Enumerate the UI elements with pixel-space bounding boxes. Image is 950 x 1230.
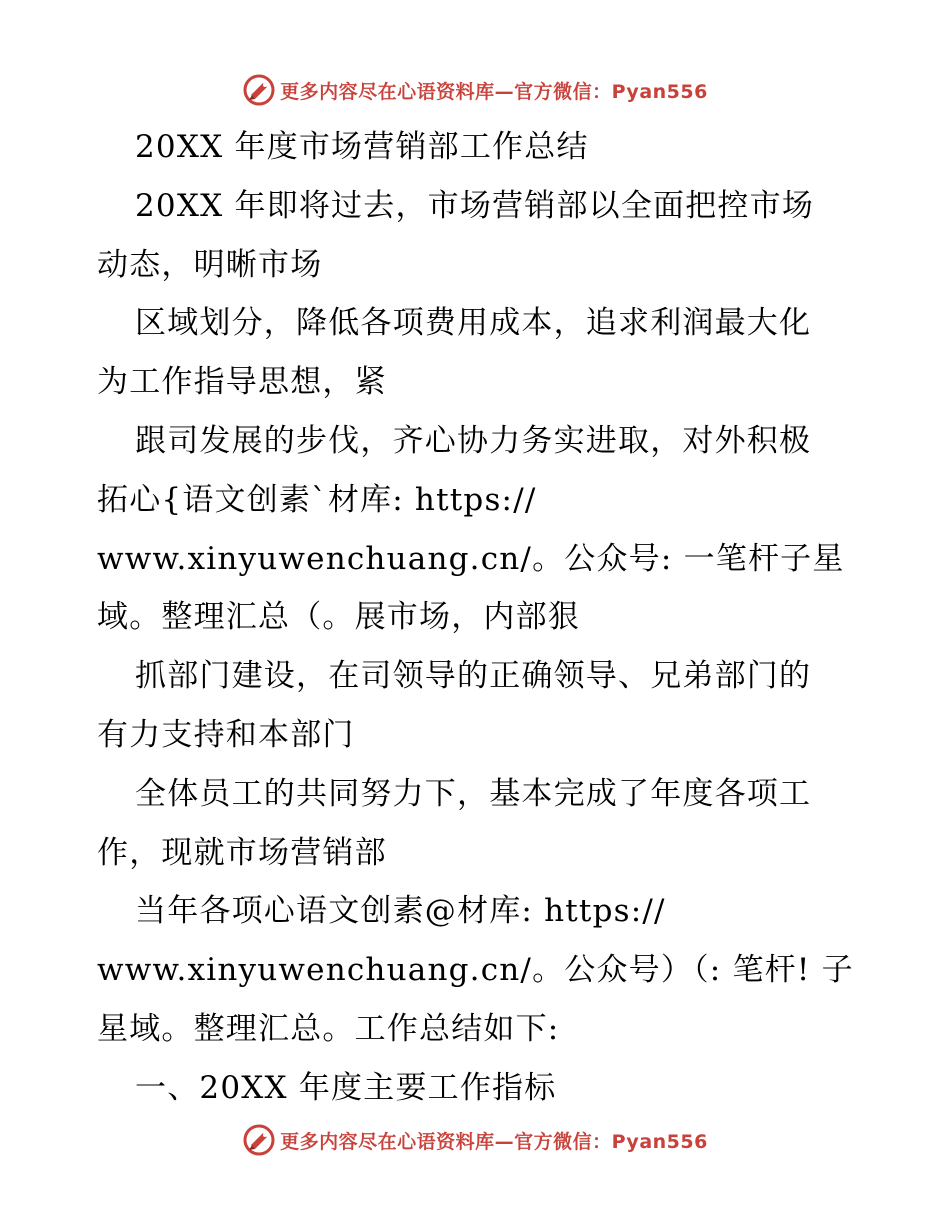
document-line: 当年各项心语文创素@材库: https://	[135, 893, 666, 930]
document-line: 作，现就市场营销部	[97, 834, 387, 871]
document-line: 星域。整理汇总。工作总结如下:	[97, 1010, 560, 1047]
header-watermark	[0, 70, 950, 110]
document-line: 跟司发展的步伐，齐心协力务实进取，对外积极	[135, 422, 812, 459]
document-line: 20XX 年即将过去，市场营销部以全面把控市场	[135, 187, 815, 224]
brand-logo-icon	[242, 1123, 276, 1157]
header-watermark-text: 更多内容尽在心语资料库—官方微信：Pyan556	[280, 80, 708, 103]
footer-watermark-text: 更多内容尽在心语资料库—官方微信：Pyan556	[280, 1130, 708, 1153]
document-line: www.xinyuwenchuang.cn/。公众号: 一笔杆子星	[97, 540, 845, 577]
document-line: 有力支持和本部门	[97, 716, 355, 753]
brand-logo-icon	[242, 73, 276, 107]
document-line: 20XX 年度市场营销部工作总结	[135, 129, 589, 165]
document-line: 为工作指导思想，紧	[97, 364, 387, 401]
document-line: 全体员工的共同努力下，基本完成了年度各项工	[135, 775, 812, 812]
document-line: www.xinyuwenchuang.cn/。公众号）（: 笔杆! 子	[97, 952, 854, 989]
document-body	[97, 118, 857, 1118]
footer-watermark	[0, 1120, 950, 1160]
document-line: 一、20XX 年度主要工作指标	[135, 1069, 557, 1106]
document-line: 区域划分，降低各项费用成本，追求利润最大化	[135, 305, 812, 342]
document-line: 拓心{语文创素`材库: https://	[97, 481, 537, 518]
document-line: 域。整理汇总（。展市场，内部狠	[97, 599, 580, 636]
document-line: 抓部门建设，在司领导的正确领导、兄弟部门的	[135, 658, 812, 695]
document-line: 动态，明晰市场	[97, 246, 323, 283]
